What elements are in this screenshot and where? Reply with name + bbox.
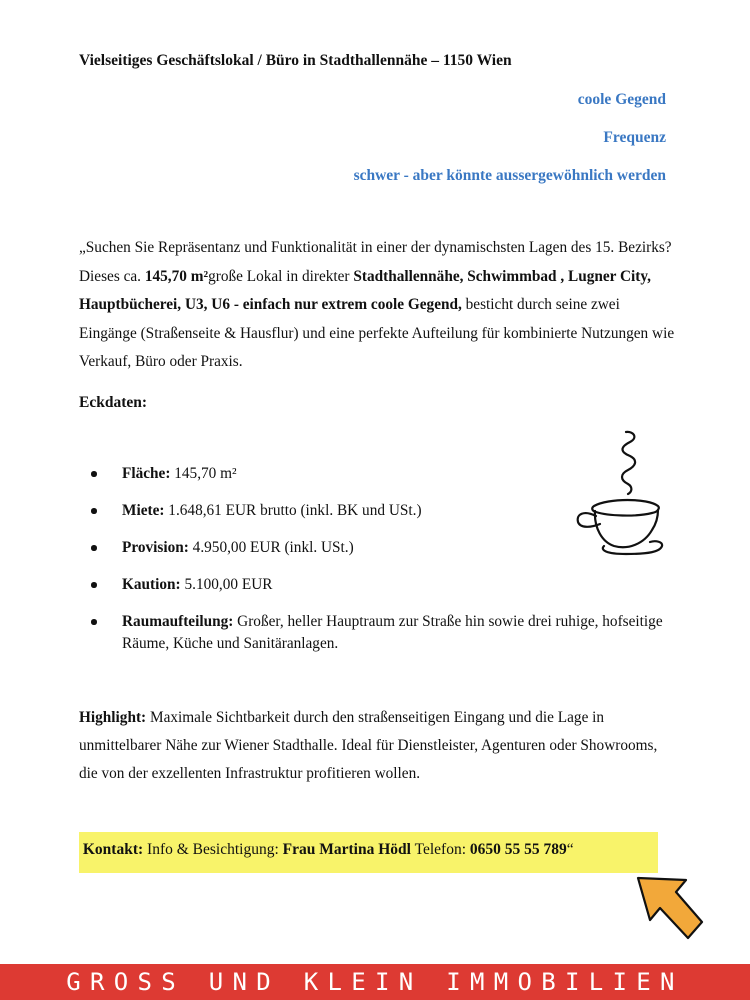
fact-label: Raumaufteilung: [122, 613, 234, 630]
contact-closing-quote: “ [566, 841, 574, 858]
intro-area: 145,70 m² [144, 267, 209, 285]
intro-text-2: große Lokal in direkter [208, 267, 354, 285]
document-title: Vielseitiges Geschäftslokal / Büro in Stadthallennähe – 1150 Wien [79, 52, 512, 69]
fact-value: 1.648,61 EUR brutto (inkl. BK und USt.) [164, 502, 422, 519]
facts-heading: Eckdaten: [79, 394, 148, 411]
fact-label: Miete: [122, 502, 165, 519]
fact-value: Großer, heller Hauptraum zur Straße hin sowie drei ruhige, hofseitige Räume, Küche und Sanitäranlagen. [122, 613, 663, 652]
footer-brand-banner: GROSS UND KLEIN IMMOBILIEN [0, 964, 750, 1000]
note-frequenz: Frequenz [603, 129, 666, 146]
contact-phone: 0650 55 55 789 [469, 841, 567, 858]
contact-name: Frau Martina Hödl [282, 841, 411, 858]
coffee-cup-icon [576, 428, 666, 560]
arrow-pointer-icon [630, 868, 710, 948]
annotation-notes [354, 90, 666, 204]
fact-label: Provision: [122, 539, 189, 556]
intro-text-1: „Suchen Sie Repräsentanz und Funktionalität in einer der dynamischsten Lagen des 15. Bezirks? Dieses ca. [79, 239, 672, 285]
intro-paragraph [79, 234, 679, 377]
contact-text-1: Info & Besichtigung: [143, 841, 283, 858]
fact-value: 5.100,00 EUR [180, 576, 273, 593]
contact-line [79, 832, 658, 873]
note-coole-gegend: coole Gegend [577, 91, 666, 108]
fact-label: Kaution: [122, 576, 181, 593]
intro-locations: Stadthallennähe, Schwimmbad , Lugner City, Hauptbücherei, U3, U6 - einfach nur extrem coole Gegend, [79, 267, 651, 313]
highlight-label: Highlight: [79, 709, 147, 726]
fact-value: 145,70 m² [170, 465, 237, 482]
contact-text-2: Telefon: [410, 841, 470, 858]
fact-item-raumaufteilung [89, 611, 679, 654]
fact-item-kaution [89, 574, 679, 596]
contact-label: Kontakt: [82, 841, 144, 858]
highlight-text: Maximale Sichtbarkeit durch den straßenseitigen Eingang und die Lage in unmittelbarer Nähe zur Wiener Stadthalle. Ideal für Dienstleister, Agenturen oder Showrooms, die von der exzellenten Infrastruktur profitieren wollen. [79, 709, 658, 782]
intro-text-3: besticht durch seine zwei Eingänge (Straßenseite & Hausflur) und eine perfekte Aufteilung für kombinierte Nutzungen wie Verkauf, Büro oder Praxis. [79, 296, 675, 370]
fact-label: Fläche: [122, 465, 171, 482]
fact-value: 4.950,00 EUR (inkl. USt.) [188, 539, 354, 556]
note-schwer: schwer - aber könnte aussergewöhnlich werden [353, 167, 666, 184]
highlight-paragraph [79, 704, 679, 788]
